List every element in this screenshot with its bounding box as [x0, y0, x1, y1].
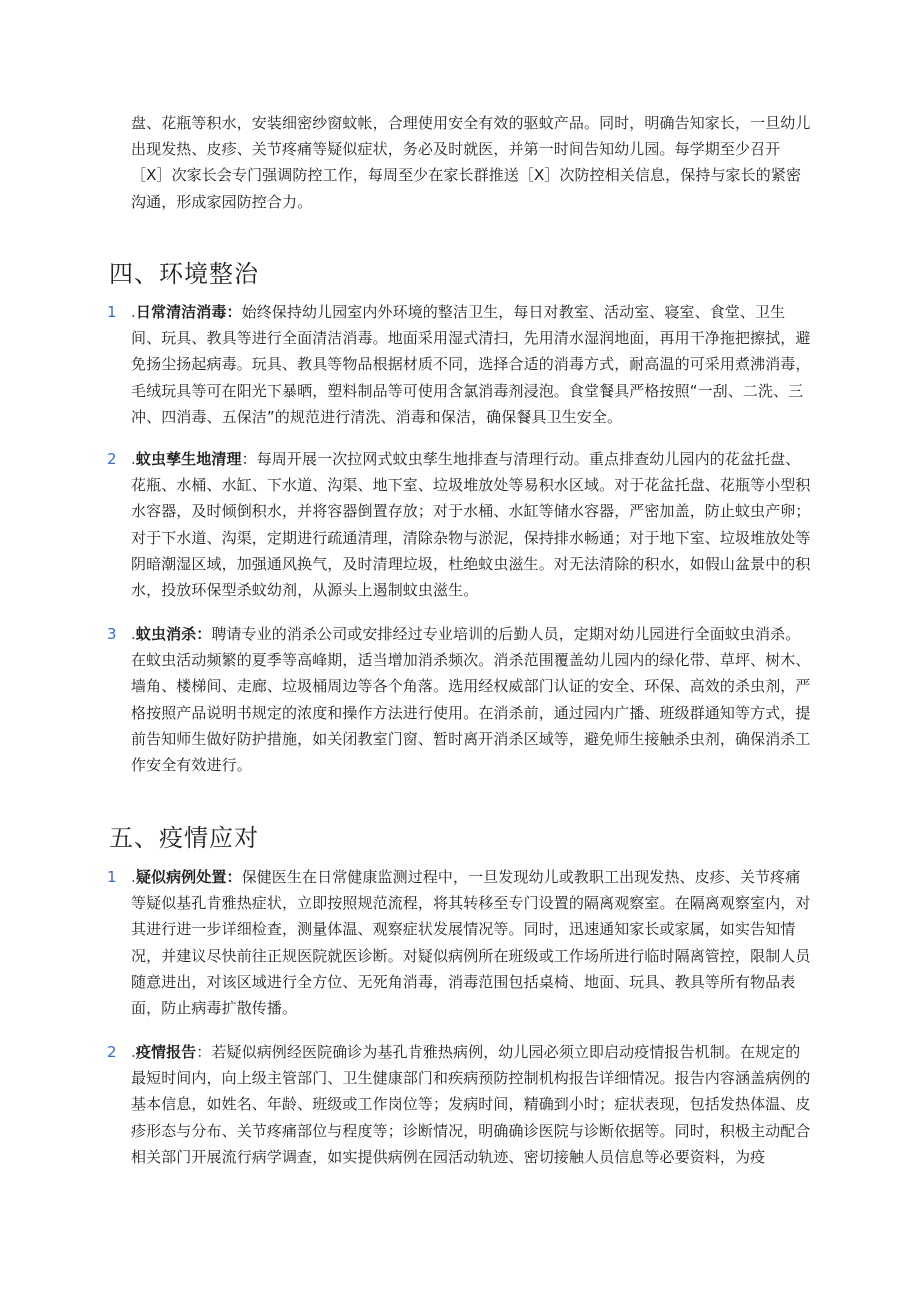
item-text: 始终保持幼儿园室内外环境的整洁卫生，每日对教室、活动室、寝室、食堂、卫生间、玩具、教具等进行全面清洁消毒。地面采用湿式清扫，先用清水湿润地面，再用干净拖把擦拭，避免扬尘扬起病毒。玩具、教具等物品根据材质不同，选择合适的消毒方式，耐高温的可采用煮沸消毒，毛绒玩具等可在阳光下暴晒，塑料制品等可使用含氯消毒剂浸泡。食堂餐具严格按照“一刮、二洗、三冲、四消毒、五保洁”的规范进行清洗、消毒和保洁，确保餐具卫生安全。	[131, 303, 811, 426]
list-item: 1 .日常清洁消毒：始终保持幼儿园室内外环境的整洁卫生，每日对教室、活动室、寝室、食堂、卫生间、玩具、教具等进行全面清洁消毒。地面采用湿式清扫，先用清水湿润地面，再用干净拖把擦拭，避免扬尘扬起病毒。玩具、教具等物品根据材质不同，选择合适的消毒方式，耐高温的可采用煮沸消毒，毛绒玩具等可在阳光下暴晒，塑料制品等可使用含氯消毒剂浸泡。食堂餐具严格按照“一刮、二洗、三冲、四消毒、五保洁”的规范进行清洗、消毒和保洁，确保餐具卫生安全。	[107, 299, 812, 430]
list-item: 1 .疑似病例处置：保健医生在日常健康监测过程中，一旦发现幼儿或教职工出现发热、皮疹、关节疼痛等疑似基孔肯雅热症状，立即按照规范流程，将其转移至专门设置的隔离观察室。在隔离观察室内，对其进行进一步详细检查，测量体温、观察症状发展情况等。同时，迅速通知家长或家属，如实告知情况，并建议尽快前往正规医院就医诊断。对疑似病例所在班级或工作场所进行临时隔离管控，限制人员随意进出，对该区域进行全方位、无死角消毒，消毒范围包括桌椅、地面、玩具、教具等所有物品表面，防止病毒扩散传播。	[107, 864, 812, 1021]
section-heading-epidemic: 五、疫情应对	[109, 824, 259, 852]
section-heading-environment: 四、环境整治	[109, 260, 259, 288]
list-number: 2	[107, 1043, 117, 1061]
list-item: 3 .蚊虫消杀：聘请专业的消杀公司或安排经过专业培训的后勤人员，定期对幼儿园进行全面蚊虫消杀。在蚊虫活动频繁的夏季等高峰期，适当增加消杀频次。消杀范围覆盖幼儿园内的绿化带、草坪、树木、墙角、楼梯间、走廊、垃圾桶周边等各个角落。选用经权威部门认证的安全、环保、高效的杀虫剂，严格按照产品说明书规定的浓度和操作方法进行使用。在消杀前，通过园内广播、班级群通知等方式，提前告知师生做好防护措施，如关闭教室门窗、暂时离开消杀区域等，避免师生接触杀虫剂，确保消杀工作安全有效进行。	[107, 621, 812, 778]
item-label: 蚊虫消杀	[135, 625, 197, 643]
item-label: 蚊虫孳生地清理	[135, 450, 242, 468]
item-text: 聘请专业的消杀公司或安排经过专业培训的后勤人员，定期对幼儿园进行全面蚊虫消杀。在蚊虫活动频繁的夏季等高峰期，适当增加消杀频次。消杀范围覆盖幼儿园内的绿化带、草坪、树木、墙角、楼梯间、走廊、垃圾桶周边等各个角落。选用经权威部门认证的安全、环保、高效的杀虫剂，严格按照产品说明书规定的浓度和操作方法进行使用。在消杀前，通过园内广播、班级群通知等方式，提前告知师生做好防护措施，如关闭教室门窗、暂时离开消杀区域等，避免师生接触杀虫剂，确保消杀工作安全有效进行。	[131, 625, 811, 775]
item-label: 日常清洁消毒	[135, 303, 227, 321]
list-number: 1	[107, 868, 117, 886]
item-text: 若疑似病例经医院确诊为基孔肯雅热病例，幼儿园必须立即启动疫情报告机制。在规定的最短时间内，向上级主管部门、卫生健康部门和疾病预防控制机构报告详细情况。报告内容涵盖病例的基本信息，如姓名、年龄、班级或工作岗位等；发病时间，精确到小时；症状表现，包括发热体温、皮疹形态与分布、关节疼痛部位与程度等；诊断情况，明确确诊医院与诊断依据等。同时，积极主动配合相关部门开展流行病学调查，如实提供病例在园活动轨迹、密切接触人员信息等必要资料，为疫	[131, 1043, 811, 1166]
item-text: 保健医生在日常健康监测过程中，一旦发现幼儿或教职工出现发热、皮疹、关节疼痛等疑似基孔肯雅热症状，立即按照规范流程，将其转移至专门设置的隔离观察室。在隔离观察室内，对其进行进一步详细检查，测量体温、观察症状发展情况等。同时，迅速通知家长或家属，如实告知情况，并建议尽快前往正规医院就医诊断。对疑似病例所在班级或工作场所进行临时隔离管控，限制人员随意进出，对该区域进行全方位、无死角消毒，消毒范围包括桌椅、地面、玩具、教具等所有物品表面，防止病毒扩散传播。	[131, 868, 811, 1018]
list-number: 3	[107, 625, 117, 643]
item-label: 疫情报告	[135, 1043, 197, 1061]
item-text: 每周开展一次拉网式蚊虫孳生地排查与清理行动。重点排查幼儿园内的花盆托盘、花瓶、水桶、水缸、下水道、沟渠、地下室、垃圾堆放处等易积水区域。对于花盆托盘、花瓶等小型积水容器，及时倾倒积水，并将容器倒置存放；对于水桶、水缸等储水容器，严密加盖，防止蚊虫产卵；对于下水道、沟渠，定期进行疏通清理，清除杂物与淤泥，保持排水畅通；对于地下室、垃圾堆放处等阴暗潮湿区域，加强通风换气，及时清理垃圾，杜绝蚊虫滋生。对无法清除的积水，如假山盆景中的积水，投放环保型杀蚊幼剂，从源头上遏制蚊虫滋生。	[131, 450, 811, 600]
list-number: 2	[107, 450, 117, 468]
item-label: 疑似病例处置	[135, 868, 227, 886]
list-item: 2 .疫情报告：若疑似病例经医院确诊为基孔肯雅热病例，幼儿园必须立即启动疫情报告机制。在规定的最短时间内，向上级主管部门、卫生健康部门和疾病预防控制机构报告详细情况。报告内容涵盖病例的基本信息，如姓名、年龄、班级或工作岗位等；发病时间，精确到小时；症状表现，包括发热体温、皮疹形态与分布、关节疼痛部位与程度等；诊断情况，明确确诊医院与诊断依据等。同时，积极主动配合相关部门开展流行病学调查，如实提供病例在园活动轨迹、密切接触人员信息等必要资料，为疫	[107, 1039, 812, 1170]
intro-paragraph: 盘、花瓶等积水，安装细密纱窗蚊帐，合理使用安全有效的驱蚊产品。同时，明确告知家长，一旦幼儿出现发热、皮疹、关节疼痛等疑似症状，务必及时就医，并第一时间告知幼儿园。每学期至少召开［X］次家长会专门强调防控工作，每周至少在家长群推送［X］次防控相关信息，保持与家长的紧密沟通，形成家园防控合力。	[131, 114, 811, 211]
list-item: 2 .蚊虫孳生地清理：每周开展一次拉网式蚊虫孳生地排查与清理行动。重点排查幼儿园内的花盆托盘、花瓶、水桶、水缸、下水道、沟渠、地下室、垃圾堆放处等易积水区域。对于花盆托盘、花瓶等小型积水容器，及时倾倒积水，并将容器倒置存放；对于水桶、水缸等储水容器，严密加盖，防止蚊虫产卵；对于下水道、沟渠，定期进行疏通清理，清除杂物与淤泥，保持排水畅通；对于地下室、垃圾堆放处等阴暗潮湿区域，加强通风换气，及时清理垃圾，杜绝蚊虫滋生。对无法清除的积水，如假山盆景中的积水，投放环保型杀蚊幼剂，从源头上遏制蚊虫滋生。	[107, 446, 812, 603]
list-number: 1	[107, 303, 117, 321]
